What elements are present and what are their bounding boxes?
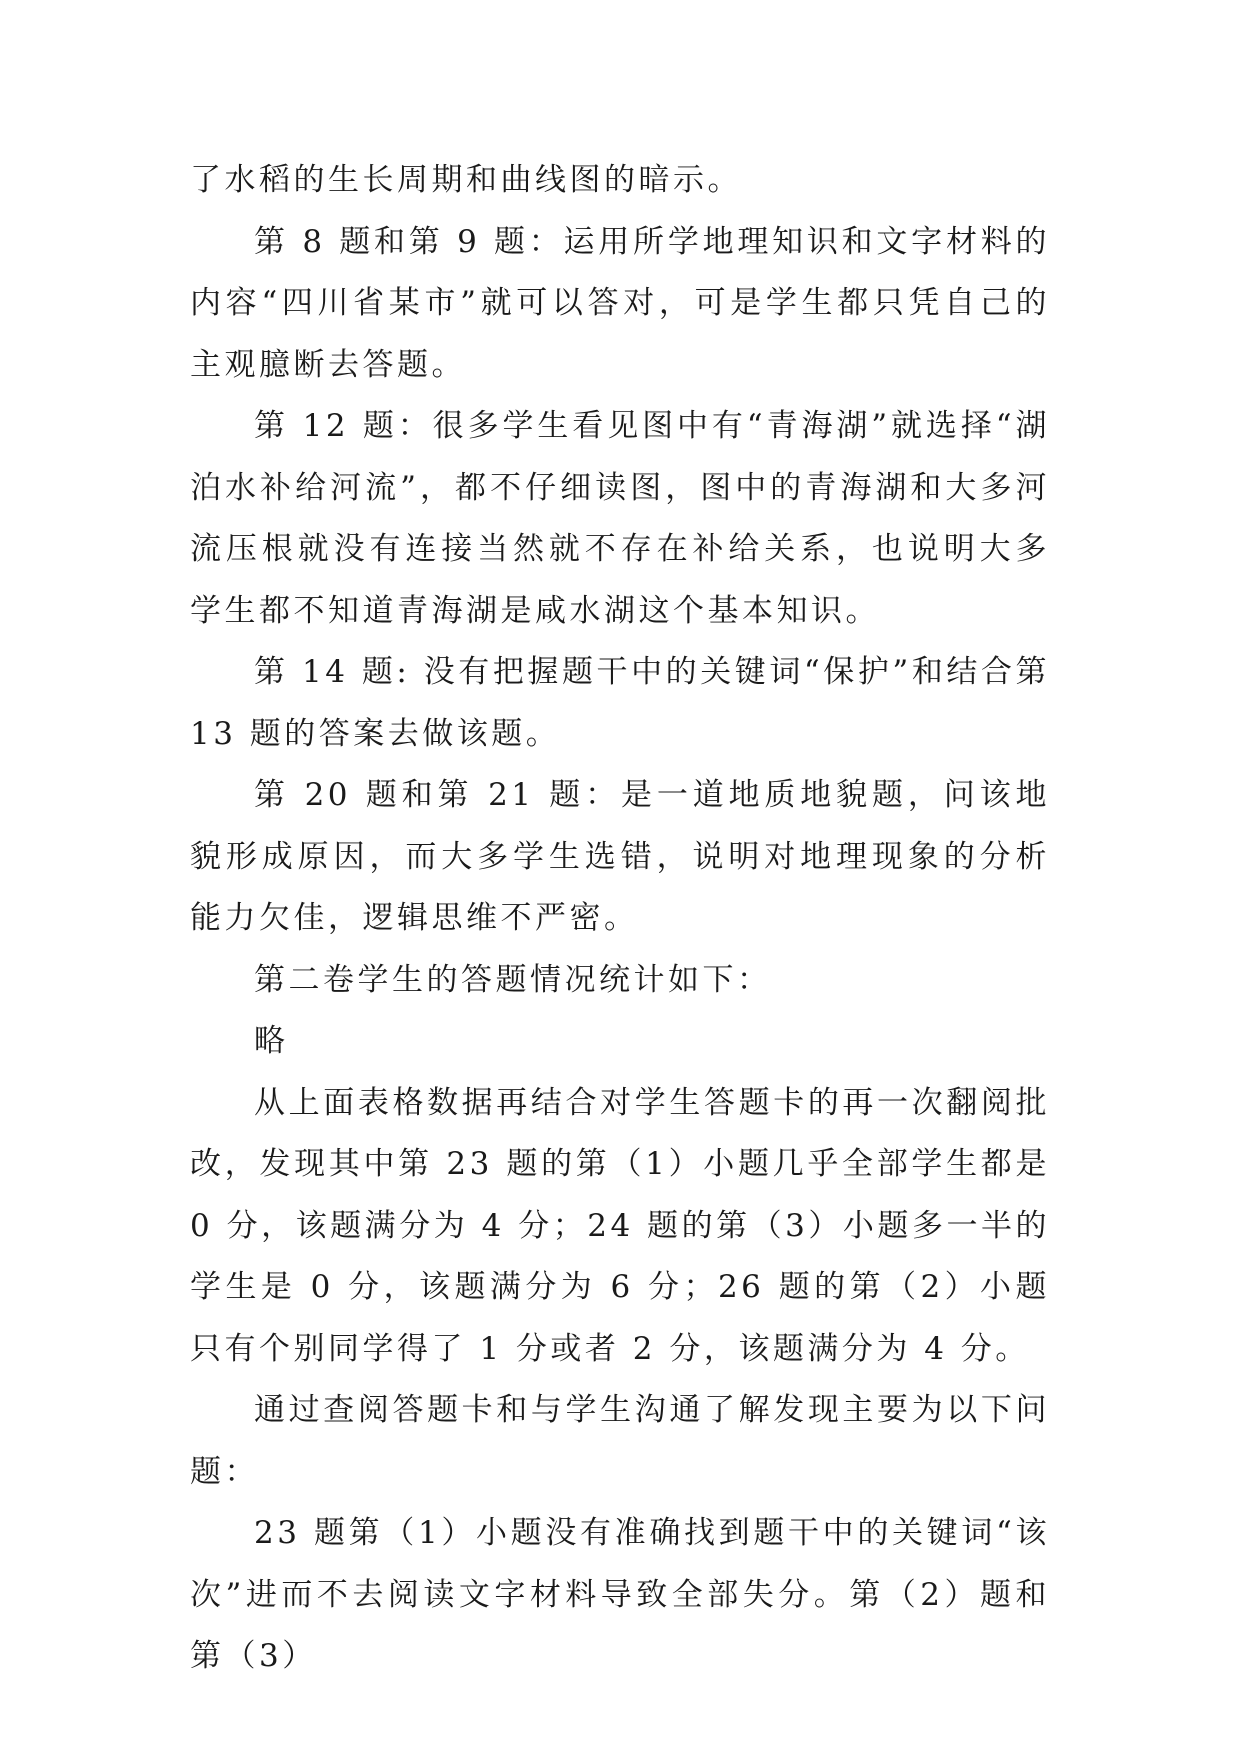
paragraph-q12: 第 12 题：很多学生看见图中有“青海湖”就选择“湖泊水补给河流”，都不仔细读图，图中的青海湖和大多河流压根就没有连接当然就不存在补给关系，也说明大多学生都不知道青海湖是咸水湖这个基本知识。 (190, 408, 1050, 629)
paragraph-q8-q9: 第 8 题和第 9 题：运用所学地理知识和文字材料的内容“四川省某市”就可以答对，可是学生都只凭自己的主观臆断去答题。 (190, 223, 1050, 383)
paragraph-problems-intro: 通过查阅答题卡和与学生沟通了解发现主要为以下问题： (190, 1392, 1050, 1490)
paragraph-q14: 第 14 题: 没有把握题干中的关键词“保护”和结合第 13 题的答案去做该题。 (190, 654, 1050, 752)
paragraph-volume2-intro: 第二卷学生的答题情况统计如下： (254, 961, 772, 998)
paragraph-continuation: 了水稻的生长周期和曲线图的暗示。 (190, 162, 742, 198)
document-body (190, 150, 1050, 1688)
paragraph-q20-q21: 第 20 题和第 21 题：是一道地质地貌题，问该地貌形成原因，而大多学生选错，说明对地理现象的分析能力欠佳，逻辑思维不严密。 (190, 777, 1050, 936)
paragraph-omitted: 略 (254, 1023, 289, 1059)
paragraph-q23: 23 题第（1）小题没有准确找到题干中的关键词“该次”进而不去阅读文字材料导致全部失分。第（2）题和第（3） (190, 1515, 1050, 1674)
paragraph-analysis: 从上面表格数据再结合对学生答题卡的再一次翻阅批改，发现其中第 23 题的第（1）小题几乎全部学生都是 0 分，该题满分为 4 分；24 题的第（3）小题多一半的学生是 0 分，该题满分为 6 分；26 题的第（2）小题只有个别同学得了 1 分或者 2 分，该题满分为 4 分。 (190, 1084, 1050, 1367)
